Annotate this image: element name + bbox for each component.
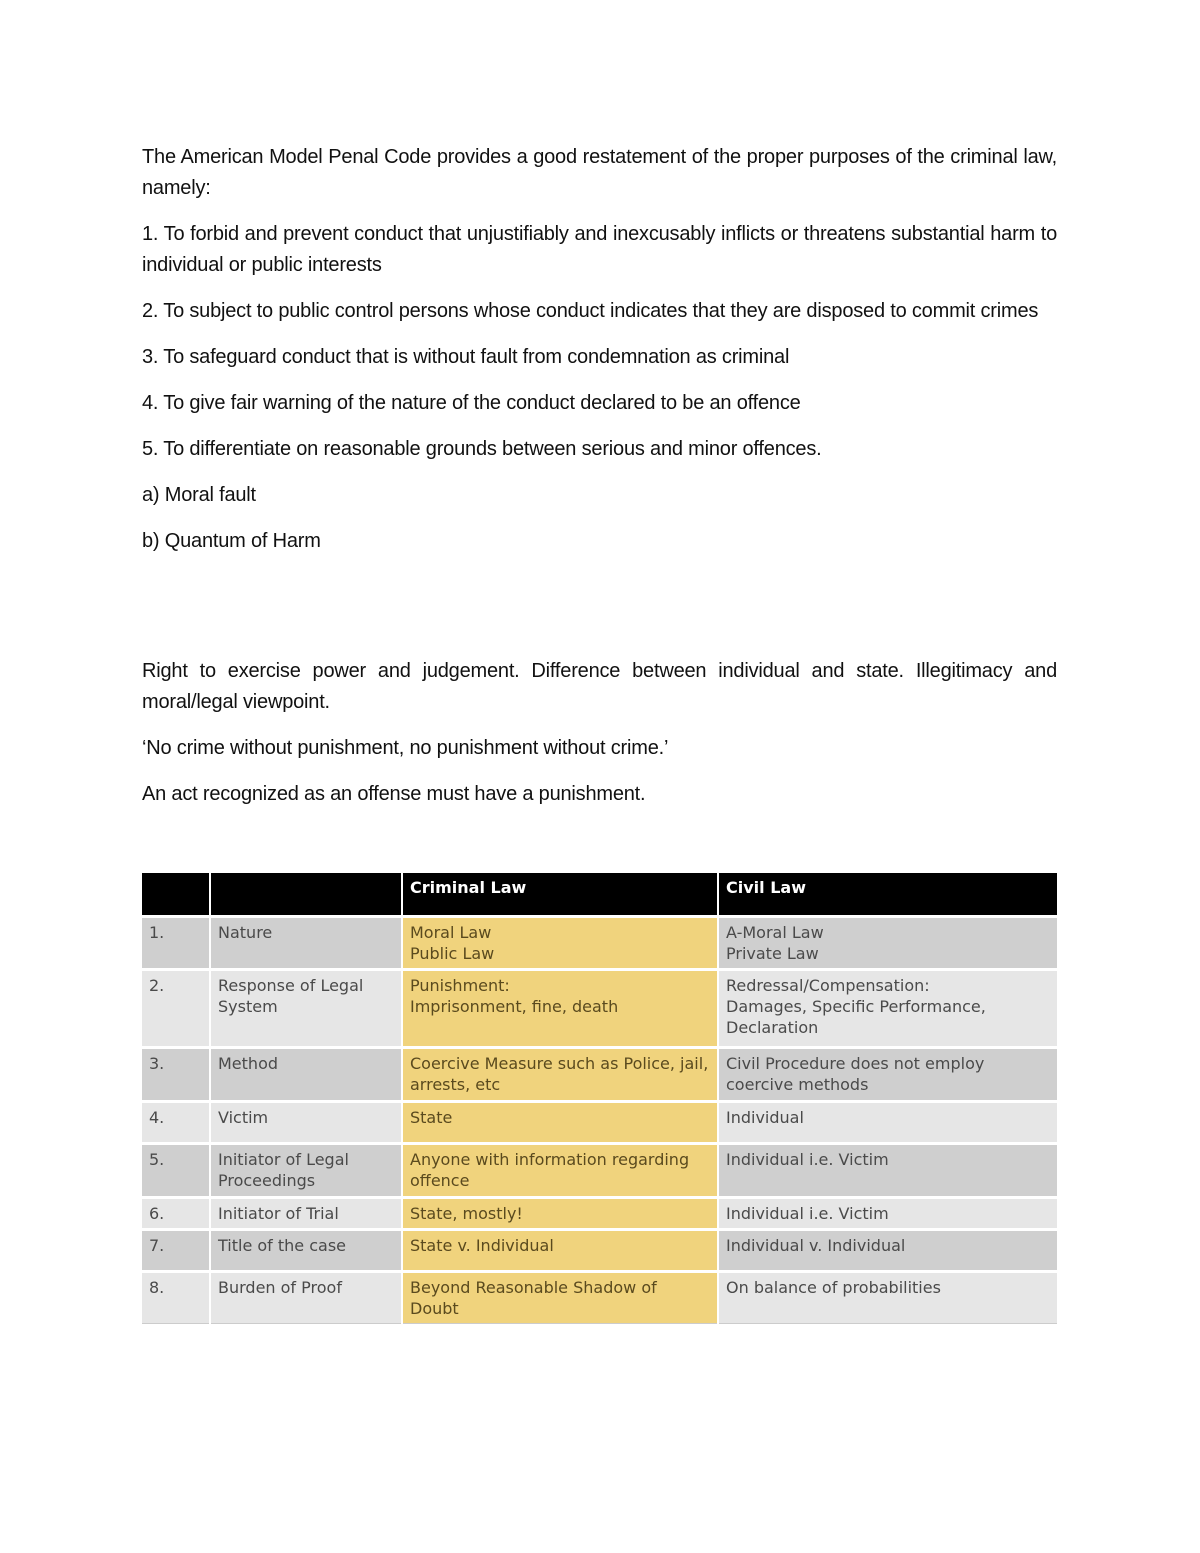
maxim-quote: ‘No crime without punishment, no punishment without crime.’ [142,737,669,759]
civil-law-cell: Redressal/Compensation: Damages, Specific Performance, Declaration [718,970,1057,1048]
criminal-law-cell: Anyone with information regarding offence [402,1144,718,1198]
criminal-law-cell: Beyond Reasonable Shadow of Doubt [402,1272,718,1324]
sub-item: b) Quantum of Harm [142,530,321,552]
header-criminal-law: Criminal Law [402,873,718,917]
aspect-cell: Initiator of Legal Proceedings [210,1144,402,1198]
row-number-cell: 4. [142,1102,210,1144]
row-number-cell: 8. [142,1272,210,1324]
aspect-cell: Burden of Proof [210,1272,402,1324]
aspect-cell: Title of the case [210,1230,402,1272]
civil-law-cell: Individual i.e. Victim [718,1144,1057,1198]
comparison-table [142,873,1057,1324]
civil-law-cell: Individual i.e. Victim [718,1198,1057,1230]
civil-law-cell: Individual v. Individual [718,1230,1057,1272]
aspect-cell: Nature [210,917,402,970]
row-number-cell: 3. [142,1048,210,1102]
criminal-law-cell: State [402,1102,718,1144]
act-paragraph: An act recognized as an offense must have a punishment. [142,783,646,805]
header-cell [210,873,402,917]
table-row [142,1102,1057,1144]
intro-paragraph: The American Model Penal Code provides a good restatement of the proper purposes of the criminal law, namely: [142,146,1057,199]
criminal-law-cell: Punishment: Imprisonment, fine, death [402,970,718,1048]
purpose-item: 1. To forbid and prevent conduct that unjustifiably and inexcusably inflicts or threatens substantial harm to individual or public interests [142,223,1057,276]
row-number-cell: 2. [142,970,210,1048]
purpose-item: 4. To give fair warning of the nature of the conduct declared to be an offence [142,392,801,414]
criminal-law-cell: Moral Law Public Law [402,917,718,970]
civil-law-cell: Individual [718,1102,1057,1144]
aspect-cell: Victim [210,1102,402,1144]
civil-law-cell: On balance of probabilities [718,1272,1057,1324]
row-number-cell: 5. [142,1144,210,1198]
civil-law-cell: Civil Procedure does not employ coercive methods [718,1048,1057,1102]
aspect-cell: Response of Legal System [210,970,402,1048]
criminal-law-cell: State, mostly! [402,1198,718,1230]
aspect-cell: Method [210,1048,402,1102]
row-number-cell: 1. [142,917,210,970]
table-row [142,1048,1057,1102]
purposes-section [142,142,1057,557]
table-row [142,970,1057,1048]
header-civil-law: Civil Law [718,873,1057,917]
notes-section [142,656,1057,810]
criminal-law-cell: State v. Individual [402,1230,718,1272]
sub-item: a) Moral fault [142,484,256,506]
header-cell [142,873,210,917]
row-number-cell: 6. [142,1198,210,1230]
table-row [142,1198,1057,1230]
table-row [142,1272,1057,1324]
table-header-row [142,873,1057,917]
table-row [142,1230,1057,1272]
table-row [142,917,1057,970]
aspect-cell: Initiator of Trial [210,1198,402,1230]
purpose-item: 3. To safeguard conduct that is without fault from condemnation as criminal [142,346,790,368]
table-row [142,1144,1057,1198]
purpose-item: 5. To differentiate on reasonable grounds between serious and minor offences. [142,438,822,460]
row-number-cell: 7. [142,1230,210,1272]
civil-law-cell: A-Moral Law Private Law [718,917,1057,970]
purpose-item: 2. To subject to public control persons whose conduct indicates that they are disposed to commit crimes [142,300,1039,322]
criminal-law-cell: Coercive Measure such as Police, jail, arrests, etc [402,1048,718,1102]
rights-paragraph: Right to exercise power and judgement. Difference between individual and state. Illegitimacy and moral/legal viewpoint. [142,660,1057,713]
